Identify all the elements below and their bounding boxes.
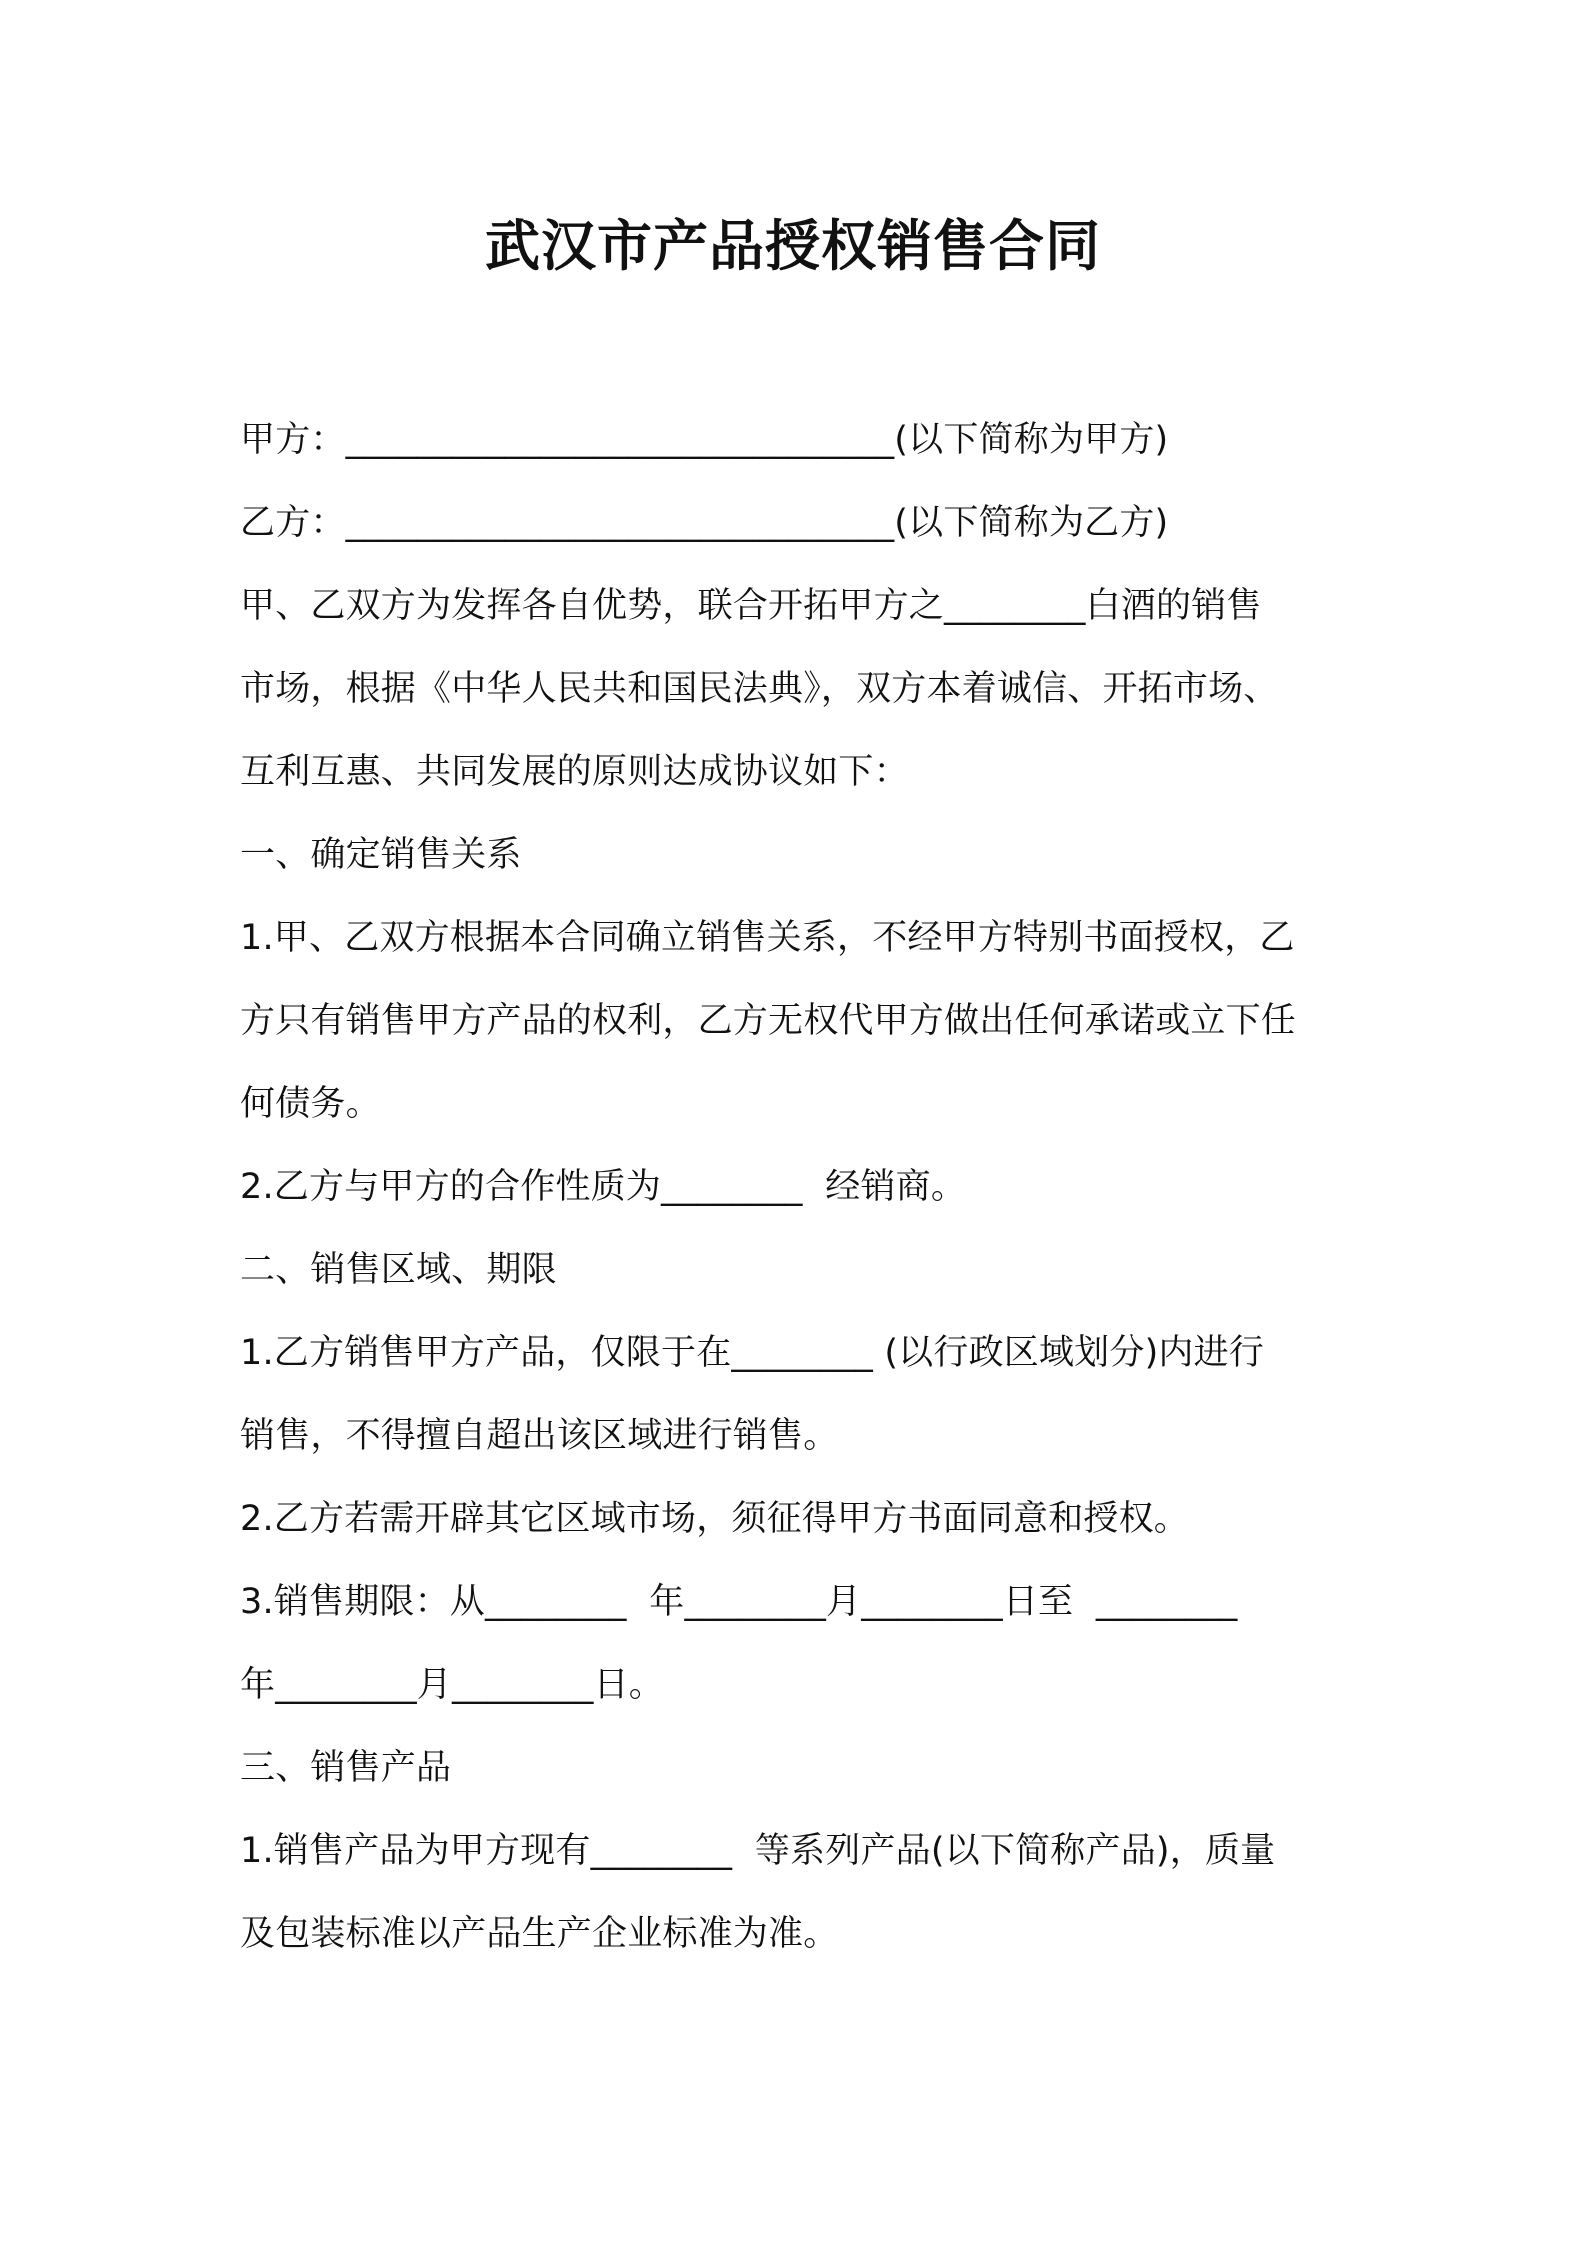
clause-2-1-line-2: 销售，不得擅自超出该区域进行销售。 — [240, 1416, 839, 1456]
party-a-line: 甲方：_______________________________(以下简称为甲方) — [240, 420, 1169, 460]
clause-2-1-line-1: 1.乙方销售甲方产品，仅限于在________ (以行政区域划分)内进行 — [240, 1333, 1265, 1373]
section-1-heading: 一、确定销售关系 — [240, 835, 522, 875]
clause-1-1-line-3: 何债务。 — [240, 1084, 381, 1124]
clause-2-3-line-1: 3.销售期限：从________ 年________月________日至 ________ — [240, 1582, 1238, 1622]
preamble-line-2: 市场，根据《中华人民共和国民法典》，双方本着诚信、开拓市场、 — [240, 669, 1279, 709]
contract-title: 武汉市产品授权销售合同 — [484, 214, 1101, 278]
clause-1-1-line-1: 1.甲、乙双方根据本合同确立销售关系，不经甲方特别书面授权，乙 — [240, 918, 1295, 958]
clause-3-1-line-1: 1.销售产品为甲方现有________ 等系列产品(以下简称产品)，质量 — [240, 1831, 1276, 1871]
preamble-line-3: 互利互惠、共同发展的原则达成协议如下： — [240, 752, 909, 792]
clause-1-2: 2.乙方与甲方的合作性质为________ 经销商。 — [240, 1167, 967, 1207]
contract-body — [240, 399, 1360, 1976]
clause-1-1-line-2: 方只有销售甲方产品的权利，乙方无权代甲方做出任何承诺或立下任 — [240, 1001, 1297, 1041]
preamble-line-1: 甲、乙双方为发挥各自优势，联合开拓甲方之________白酒的销售 — [240, 586, 1262, 626]
clause-2-3-line-2: 年________月________日。 — [240, 1665, 665, 1705]
section-3-heading: 三、销售产品 — [240, 1748, 452, 1788]
section-2-heading: 二、销售区域、期限 — [240, 1250, 557, 1290]
party-b-line: 乙方：_______________________________(以下简称为乙方) — [240, 503, 1169, 543]
clause-2-2: 2.乙方若需开辟其它区域市场，须征得甲方书面同意和授权。 — [240, 1499, 1189, 1539]
clause-3-1-line-2: 及包装标准以产品生产企业标准为准。 — [240, 1914, 839, 1954]
